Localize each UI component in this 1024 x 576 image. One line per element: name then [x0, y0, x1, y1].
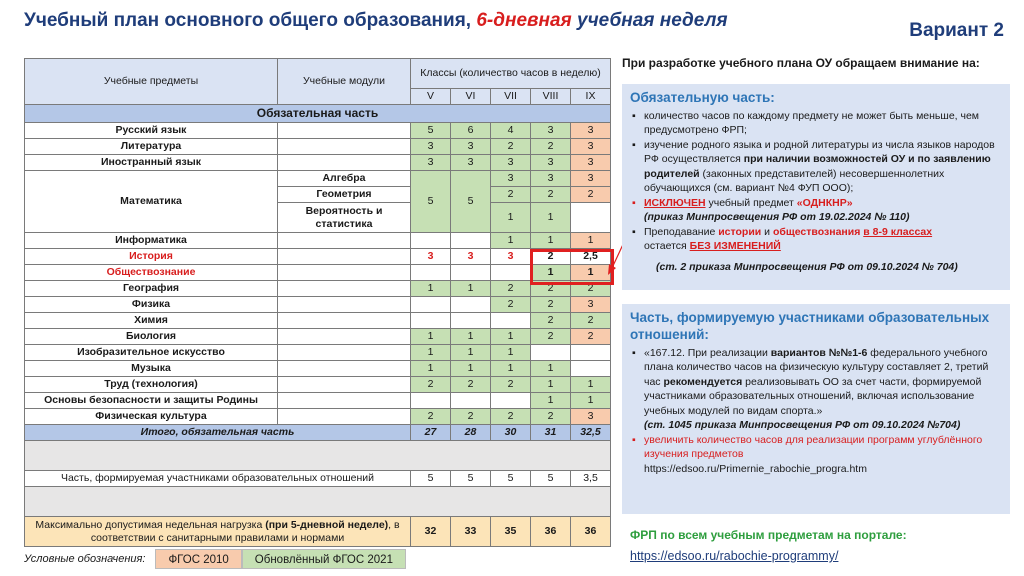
table-row: [25, 297, 611, 313]
list-item: ▪ ИСКЛЮЧЕН учебный предмет «ОДНКНР»: [630, 196, 1002, 210]
cell: 1: [531, 233, 571, 249]
formed-panel: [622, 304, 1010, 514]
cell: 1: [531, 393, 571, 409]
cell: 1: [451, 281, 491, 297]
cell: 1: [571, 377, 611, 393]
subject-name: Труд (технология): [25, 377, 278, 393]
cell: 2: [531, 249, 571, 265]
cell: 2: [491, 409, 531, 425]
cell: 4: [491, 123, 531, 139]
cell: 1: [451, 329, 491, 345]
table-row: [25, 409, 611, 425]
cell: 1: [571, 393, 611, 409]
cell: 3: [411, 155, 451, 171]
module-name: Вероятность и статистика: [278, 203, 411, 233]
cell: 5: [411, 171, 451, 233]
cell: 1: [571, 265, 611, 281]
subject-name: Математика: [25, 171, 278, 233]
section-mandatory: Обязательная часть: [25, 105, 611, 123]
cell: 1: [531, 203, 571, 233]
cell: 1: [491, 345, 531, 361]
cell: 3: [451, 155, 491, 171]
subject-name: География: [25, 281, 278, 297]
cell: 1: [491, 203, 531, 233]
cell: 2: [571, 313, 611, 329]
cell: 31: [531, 425, 571, 441]
legend-fgos2010: ФГОС 2010: [155, 549, 241, 569]
cell: 2: [491, 281, 531, 297]
portal-link[interactable]: https://edsoo.ru/rabochie-programmy/: [630, 549, 839, 563]
grade-header: IX: [571, 89, 611, 105]
cell: 1: [411, 281, 451, 297]
module-name: Алгебра: [278, 171, 411, 187]
cell: 36: [571, 517, 611, 547]
cell: 2: [531, 409, 571, 425]
cell: 3: [451, 249, 491, 265]
cell: 6: [451, 123, 491, 139]
table-row: [25, 281, 611, 297]
cell: 3: [531, 123, 571, 139]
reference: (приказ Минпросвещения РФ от 19.02.2024 № 110): [644, 211, 910, 224]
cell: 2: [571, 187, 611, 203]
table-row: [25, 171, 611, 187]
table-row: [25, 345, 611, 361]
table-row: [25, 233, 611, 249]
grade-header: VII: [491, 89, 531, 105]
cell: 1: [411, 345, 451, 361]
curriculum-table: [24, 58, 611, 547]
cell: 27: [411, 425, 451, 441]
table-row: [25, 361, 611, 377]
grade-header: V: [411, 89, 451, 105]
cell: 32,5: [571, 425, 611, 441]
list-item: ▪ «167.12. При реализации вариантов №№1-6 федерального учебного плана количество часов на физическую культуру составляет 2, третий час рекомендуется реализовывать ОО за счет части, формируемой участниками образовательных отношений, включая использование учебных модулей по видам спорта.»: [630, 346, 1002, 418]
col-grades-header: Классы (количество часов в неделю): [411, 59, 611, 89]
cell: 2: [451, 377, 491, 393]
cell: 1: [451, 345, 491, 361]
cell: 2: [491, 139, 531, 155]
cell: 2: [491, 187, 531, 203]
cell: 3: [571, 139, 611, 155]
subject-name: Основы безопасности и защиты Родины: [25, 393, 278, 409]
panel-title: Обязательную часть:: [630, 90, 775, 105]
col-modules-header: Учебные модули: [278, 59, 411, 105]
cell: 2: [531, 281, 571, 297]
cell: 36: [531, 517, 571, 547]
spacer-row: [25, 487, 611, 517]
subject-name: Иностранный язык: [25, 155, 278, 171]
cell: 5: [491, 471, 531, 487]
cell: 5: [531, 471, 571, 487]
subject-name: Литература: [25, 139, 278, 155]
cell: 2: [411, 377, 451, 393]
table-row: [25, 123, 611, 139]
edsoo-link[interactable]: https://edsoo.ru/Primernie_rabochie_progra.htm: [644, 462, 867, 475]
cell: 3: [571, 155, 611, 171]
cell: 2: [491, 377, 531, 393]
page-title: Учебный план основного общего образования, 6-дневная учебная неделя: [24, 10, 728, 31]
cell: 2,5: [571, 249, 611, 265]
cell: 1: [411, 329, 451, 345]
reference: (ст. 2 приказа Минпросвещения РФ от 09.10.2024 № 704): [656, 260, 958, 273]
cell: 32: [411, 517, 451, 547]
cell: 5: [451, 171, 491, 233]
table-row: [25, 155, 611, 171]
cell: 2: [531, 297, 571, 313]
cell: 2: [491, 297, 531, 313]
subject-name: Русский язык: [25, 123, 278, 139]
cell: 1: [451, 361, 491, 377]
grade-header: VIII: [531, 89, 571, 105]
cell: 3: [531, 155, 571, 171]
cell: 2: [531, 313, 571, 329]
cell: 1: [531, 377, 571, 393]
col-subjects-header: Учебные предметы: [25, 59, 278, 105]
legend: [24, 549, 406, 569]
cell: 3: [531, 171, 571, 187]
legend-label: Условные обозначения:: [24, 553, 146, 565]
table-row: [25, 393, 611, 409]
cell: 3: [571, 123, 611, 139]
cell: 5: [411, 471, 451, 487]
table-row: [25, 265, 611, 281]
curriculum-table-wrap: [24, 58, 610, 547]
cell: 3: [411, 249, 451, 265]
cell: 2: [531, 329, 571, 345]
cell: 30: [491, 425, 531, 441]
cell: 1: [411, 361, 451, 377]
list-item: ▪ изучение родного языка и родной литературы из числа языков народов РФ осуществляется при наличии возможностей ОУ и по заявлению родителей (законных представителей) несовершеннолетних обучающихся (см. вариант №4 ФУП ООО);: [630, 138, 1002, 196]
list-item: ▪ Преподавание истории и обществознания в 8-9 классах остается БЕЗ ИЗМЕНЕНИЙ: [630, 225, 1002, 254]
cell: 3: [451, 139, 491, 155]
cell: 1: [531, 265, 571, 281]
panel-title: Часть, формируемую участниками образовательных отношений:: [630, 310, 990, 342]
grade-header: VI: [451, 89, 491, 105]
cell: 1: [491, 329, 531, 345]
cell: 3: [571, 297, 611, 313]
subject-name: Физика: [25, 297, 278, 313]
cell: 3: [491, 249, 531, 265]
table-row: [25, 471, 611, 487]
cell: 28: [451, 425, 491, 441]
cell: 1: [491, 233, 531, 249]
cell: 2: [531, 187, 571, 203]
subject-name: История: [25, 249, 278, 265]
cell: 1: [571, 233, 611, 249]
cell: 5: [411, 123, 451, 139]
cell: 2: [531, 139, 571, 155]
variant-label: Вариант 2: [909, 20, 1004, 41]
subject-name: Химия: [25, 313, 278, 329]
spacer-row: [25, 441, 611, 471]
table-row: [25, 249, 611, 265]
table-row: [25, 139, 611, 155]
cell: 3: [411, 139, 451, 155]
subject-name: Обществознание: [25, 265, 278, 281]
max-load-label: Максимально допустимая недельная нагрузка (при 5-дневной неделе), в соответствии с санитарными правилами и нормами: [25, 517, 411, 547]
cell: 3: [491, 155, 531, 171]
right-heading: При разработке учебного плана ОУ обращаем внимание на:: [622, 56, 980, 70]
cell: 2: [571, 329, 611, 345]
cell: 1: [491, 361, 531, 377]
cell: 2: [571, 281, 611, 297]
subject-name: Музыка: [25, 361, 278, 377]
cell: 1: [531, 361, 571, 377]
cell: 3: [491, 171, 531, 187]
subject-name: Биология: [25, 329, 278, 345]
reference: (ст. 1045 приказа Минпросвещения РФ от 09.10.2024 №704): [644, 419, 961, 432]
total-row: [25, 425, 611, 441]
total-label: Итого, обязательная часть: [25, 425, 411, 441]
cell: 35: [491, 517, 531, 547]
formed-label: Часть, формируемая участниками образовательных отношений: [25, 471, 411, 487]
table-row: [25, 329, 611, 345]
list-item: ▪ увеличить количество часов для реализации программ углублённого изучения предметов https://edsoo.ru/Primernie_rabochie_progra.htm: [630, 433, 1002, 476]
cell: 2: [411, 409, 451, 425]
mandatory-panel: [622, 84, 1010, 290]
cell: 3: [571, 171, 611, 187]
subject-name: Информатика: [25, 233, 278, 249]
max-load-row: [25, 517, 611, 547]
module-name: Геометрия: [278, 187, 411, 203]
portal-label: ФРП по всем учебным предметам на портале:: [630, 528, 907, 542]
cell: 2: [451, 409, 491, 425]
list-item: ▪ количество часов по каждому предмету не может быть меньше, чем предусмотрено ФРП;: [630, 109, 1002, 138]
subject-name: Физическая культура: [25, 409, 278, 425]
legend-fgos2021: Обновлённый ФГОС 2021: [242, 549, 406, 569]
cell: 3: [571, 409, 611, 425]
cell: 5: [451, 471, 491, 487]
table-row: [25, 313, 611, 329]
cell: 3,5: [571, 471, 611, 487]
subject-name: Изобразительное искусство: [25, 345, 278, 361]
cell: 33: [451, 517, 491, 547]
table-row: [25, 377, 611, 393]
